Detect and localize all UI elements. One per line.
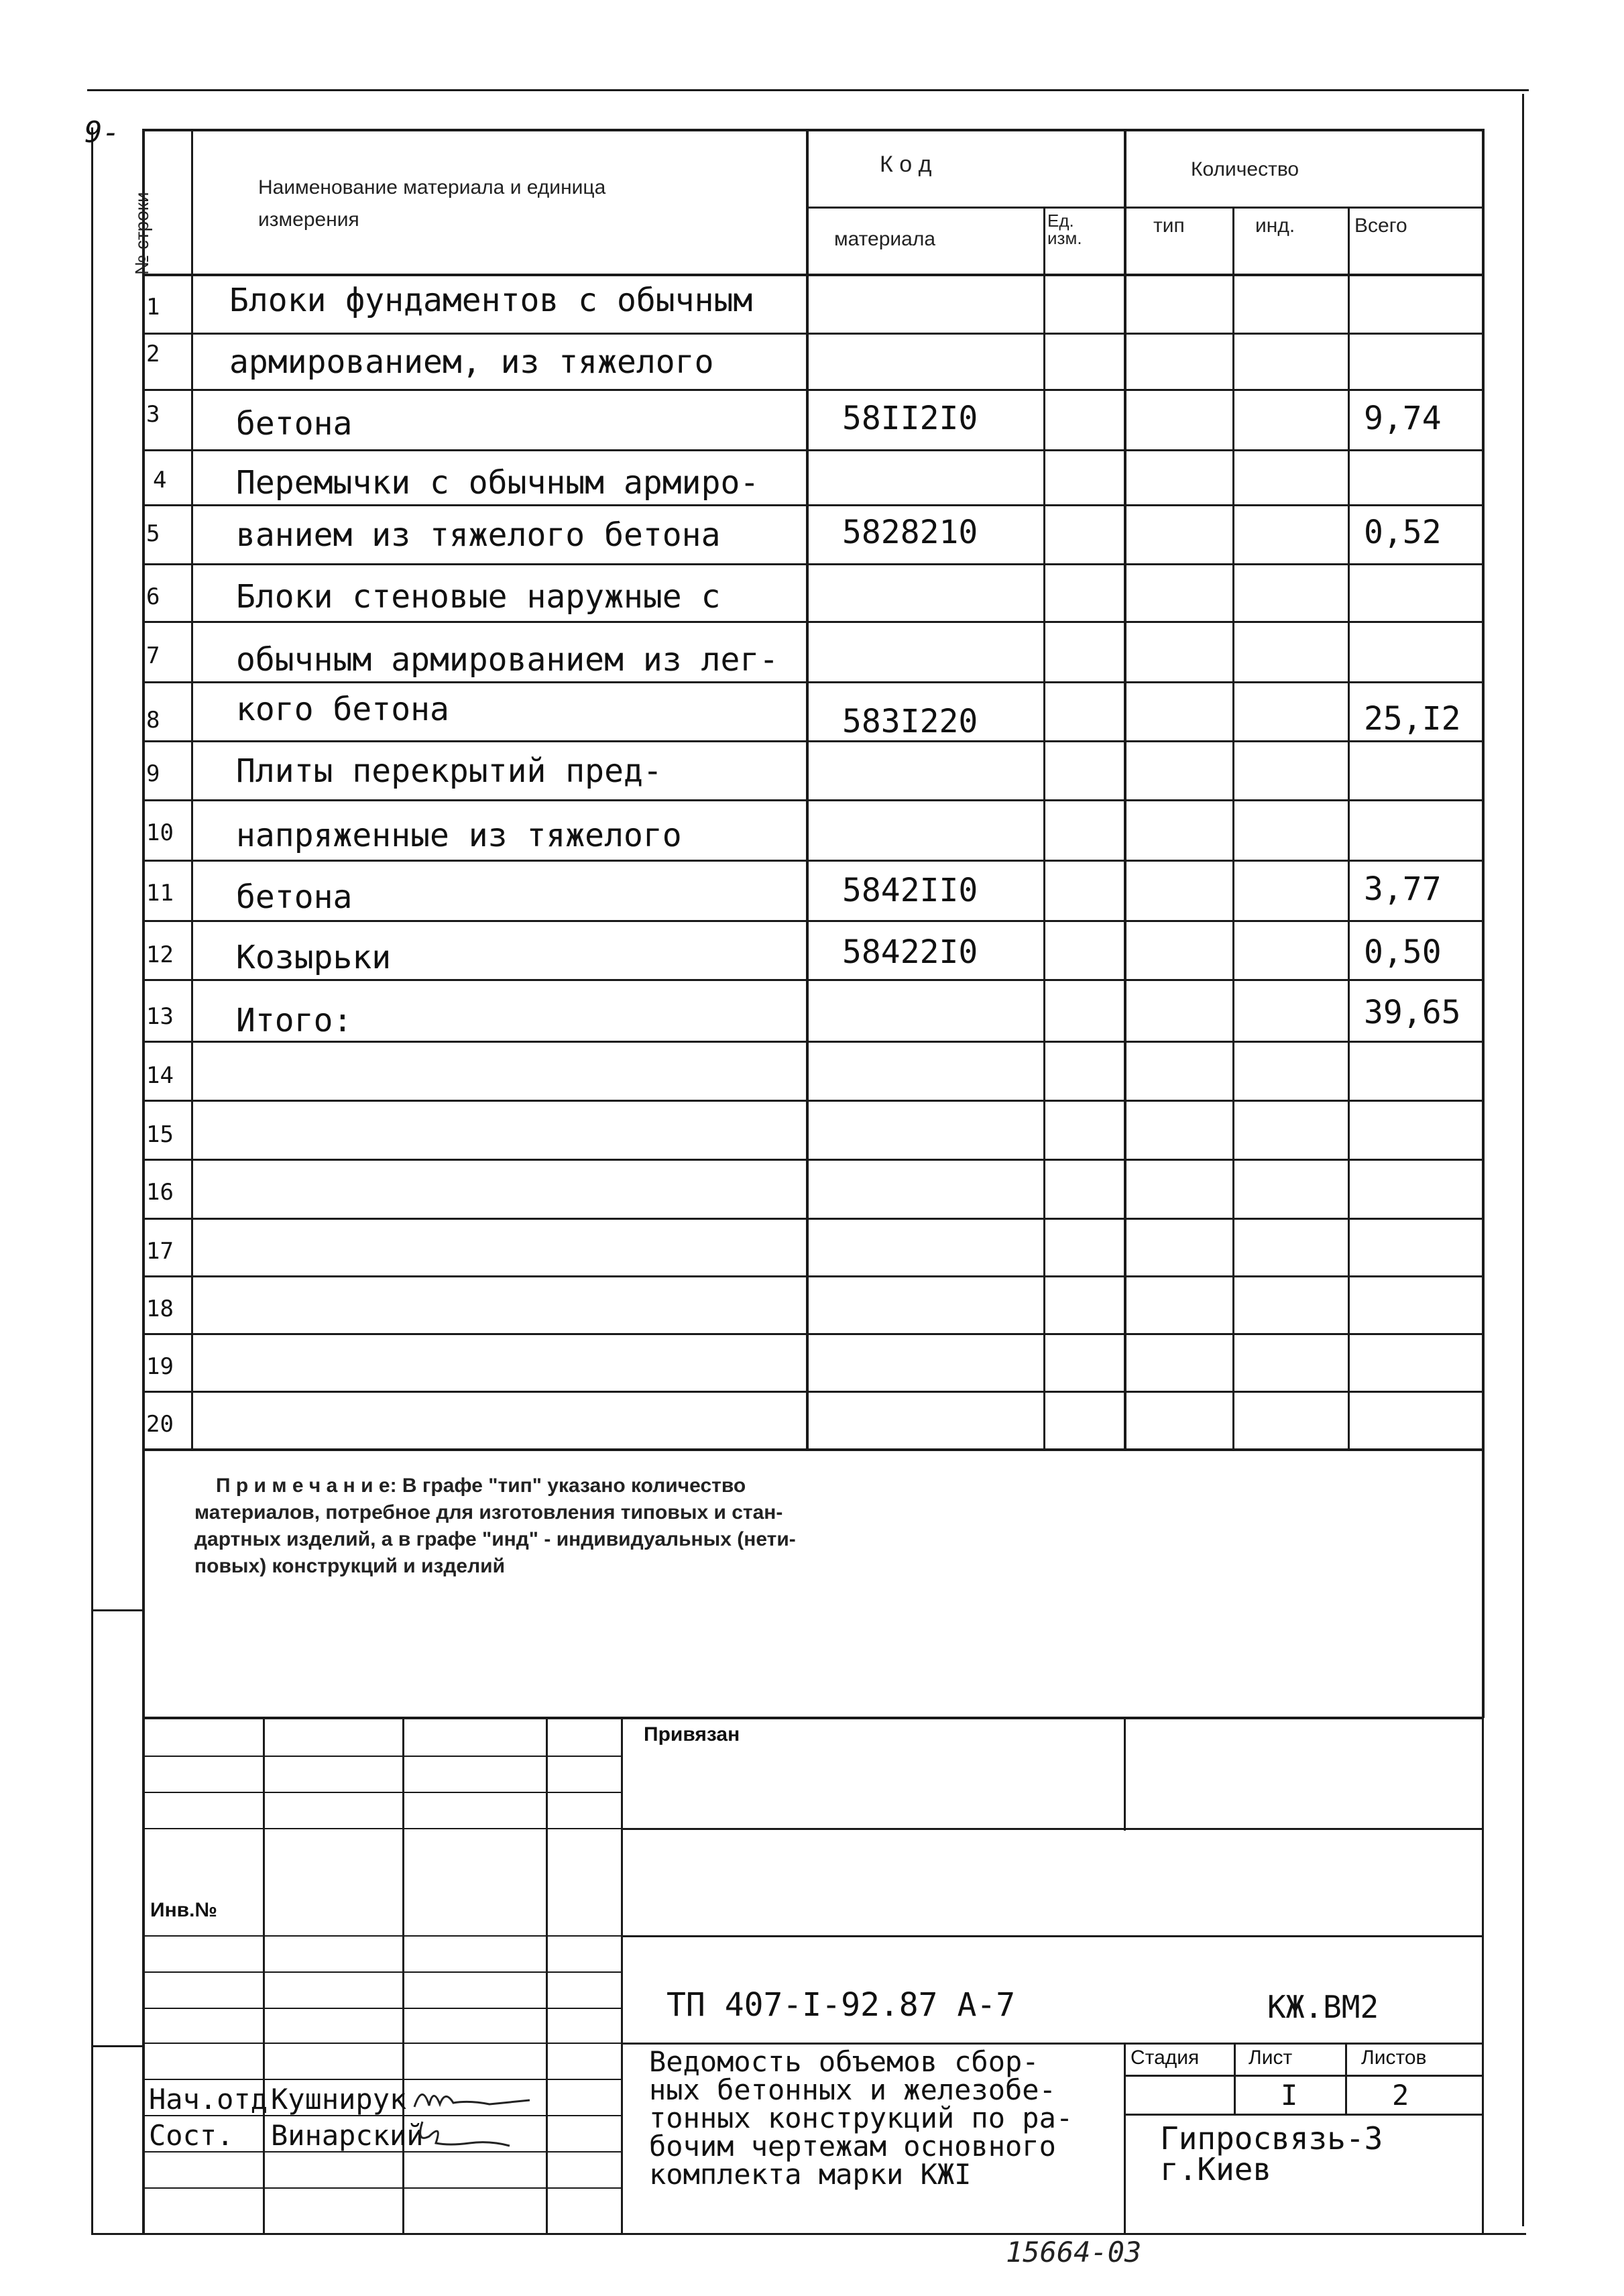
material-name: Блоки стеновые наружные с	[236, 578, 721, 616]
total-quantity: 9,74	[1364, 400, 1442, 437]
material-name: Блоки фундаментов с обычным	[229, 282, 753, 319]
material-code: 58II2I0	[842, 400, 978, 437]
col-line-ind	[1348, 208, 1350, 1450]
sheets-count: 2	[1392, 2079, 1409, 2112]
col-line-name	[191, 129, 193, 1450]
row-number: 19	[146, 1353, 174, 1380]
role-label: Нач.отд	[149, 2083, 268, 2116]
drawing-mark: КЖ.ВМ2	[1267, 1989, 1379, 2025]
row-number: 18	[146, 1296, 174, 1322]
row-number: 2	[146, 341, 160, 367]
table-frame-left	[142, 129, 145, 2234]
row-number: 4	[153, 467, 167, 494]
tb-row	[621, 1935, 1483, 1937]
stage-label: Стадия	[1130, 2047, 1200, 2069]
header-subline	[806, 207, 1483, 209]
material-name: Козырьки	[236, 939, 392, 976]
ind-header: инд.	[1255, 215, 1295, 237]
quantity-header: Количество	[1191, 158, 1299, 180]
row-number: 7	[146, 642, 160, 669]
note-line: повых) конструкций и изделий	[194, 1555, 506, 1577]
material-name: Итого:	[236, 1002, 353, 1039]
material-name: кого бетона	[236, 691, 449, 728]
total-quantity: 0,50	[1364, 933, 1442, 971]
document-title: тонных конструкций по ра-	[649, 2102, 1074, 2134]
sheet-number: I	[1281, 2079, 1298, 2112]
note-line: П р и м е ч а н и е: В графе "тип" указано количество	[216, 1475, 746, 1497]
row-number: 15	[146, 1121, 174, 1148]
top-edge-line	[87, 89, 1529, 91]
tb-col	[402, 1717, 404, 2233]
row-number: 1	[146, 294, 160, 321]
note-line: дартных изделий, а в графе "инд" - индивидуальных (нети-	[194, 1528, 796, 1550]
document-title: ных бетонных и железобе-	[649, 2073, 1056, 2106]
note-line: материалов, потребное для изготовления типовых и стан-	[194, 1501, 783, 1524]
col-line-code	[806, 129, 809, 1450]
row-number: 10	[146, 819, 174, 846]
tb-col	[621, 1717, 623, 2233]
document-code: ТП 407-I-92.87 А-7	[666, 1986, 1016, 2024]
tb-col	[1482, 1717, 1484, 2233]
person-name: Кушнирук	[271, 2083, 407, 2116]
table-frame-right	[1482, 129, 1485, 1718]
total-header: Всего	[1354, 215, 1407, 237]
table-frame-top	[142, 129, 1483, 131]
inventory-number-label: Инв.№	[150, 1899, 217, 1921]
material-code: 583I220	[842, 703, 978, 740]
material-name: обычным армированием из лег-	[236, 641, 779, 679]
total-quantity: 0,52	[1364, 514, 1442, 551]
row-number-header: № строки	[131, 192, 152, 275]
margin-mark: 9-	[84, 115, 120, 150]
row-number: 9	[146, 760, 160, 787]
material-name: Плиты перекрытий пред-	[236, 752, 662, 790]
bottom-edge-line	[91, 2233, 1526, 2235]
total-quantity: 39,65	[1364, 994, 1461, 1031]
right-edge-line	[1522, 94, 1524, 2226]
binding-strip	[91, 1609, 145, 1611]
material-name-header: Наименование материала и единица измерения	[258, 176, 606, 231]
tb-row	[1124, 2114, 1483, 2116]
signature-kushniruk	[409, 2080, 543, 2115]
material-code: 5828210	[842, 514, 978, 551]
tb-col	[1345, 2043, 1347, 2115]
type-header: тип	[1153, 215, 1185, 237]
header-bottom-line	[142, 274, 1483, 276]
code-header: К о д	[880, 152, 932, 177]
code-unit-header: Ед. изм.	[1047, 211, 1082, 248]
title-block-top	[142, 1717, 1483, 1719]
row-number: 6	[146, 583, 160, 610]
row-number: 13	[146, 1003, 174, 1030]
signature-vinarsky	[409, 2116, 543, 2151]
tb-col	[1124, 1717, 1126, 1831]
person-name: Винарский	[271, 2119, 424, 2152]
row-number: 20	[146, 1411, 174, 1438]
document-title: Ведомость объемов сбор-	[649, 2045, 1039, 2078]
tb-col	[263, 1717, 265, 2233]
code-material-header: материала	[834, 228, 936, 250]
material-name: ванием из тяжелого бетона	[236, 516, 721, 554]
archive-number: 15664-03	[1006, 2236, 1142, 2269]
binding-strip	[91, 2045, 145, 2047]
material-name: бетона	[236, 878, 353, 916]
sheets-label: Листов	[1361, 2047, 1427, 2069]
role-label: Сост.	[149, 2119, 234, 2152]
material-name: Перемычки с обычным армиро-	[236, 464, 760, 502]
material-name: напряженные из тяжелого	[236, 817, 682, 854]
row-number: 16	[146, 1179, 174, 1206]
document-title: комплекта марки КЖI	[649, 2158, 972, 2191]
left-edge-line	[91, 127, 93, 2233]
col-line-qty	[1124, 129, 1126, 1450]
tb-row	[621, 2043, 1483, 2045]
row-number: 17	[146, 1238, 174, 1265]
total-quantity: 25,I2	[1364, 700, 1461, 738]
col-line-type	[1232, 208, 1234, 1450]
material-code: 58422I0	[842, 933, 978, 971]
material-name: армированием, из тяжелого	[229, 343, 714, 381]
row-number: 14	[146, 1062, 174, 1089]
tb-col	[1234, 2043, 1236, 2115]
tb-col	[1124, 2043, 1126, 2233]
privyazan-label: Привязан	[644, 1723, 740, 1745]
material-name: бетона	[236, 405, 353, 443]
organization-name: Гипросвязь-3	[1160, 2120, 1383, 2157]
tb-col	[546, 1717, 548, 2233]
total-quantity: 3,77	[1364, 870, 1442, 908]
row-number: 12	[146, 941, 174, 968]
row-number: 8	[146, 707, 160, 734]
tb-row	[621, 1828, 1483, 1830]
organization-city: г.Киев	[1160, 2151, 1272, 2187]
row-number: 5	[146, 520, 160, 547]
sheet-label: Лист	[1249, 2047, 1293, 2069]
material-code: 5842II0	[842, 872, 978, 909]
document-title: бочим чертежам основного	[649, 2130, 1056, 2163]
row-number: 11	[146, 880, 174, 907]
tb-row	[1124, 2075, 1483, 2077]
row-number: 3	[146, 401, 160, 428]
col-line-unit	[1043, 208, 1045, 1450]
